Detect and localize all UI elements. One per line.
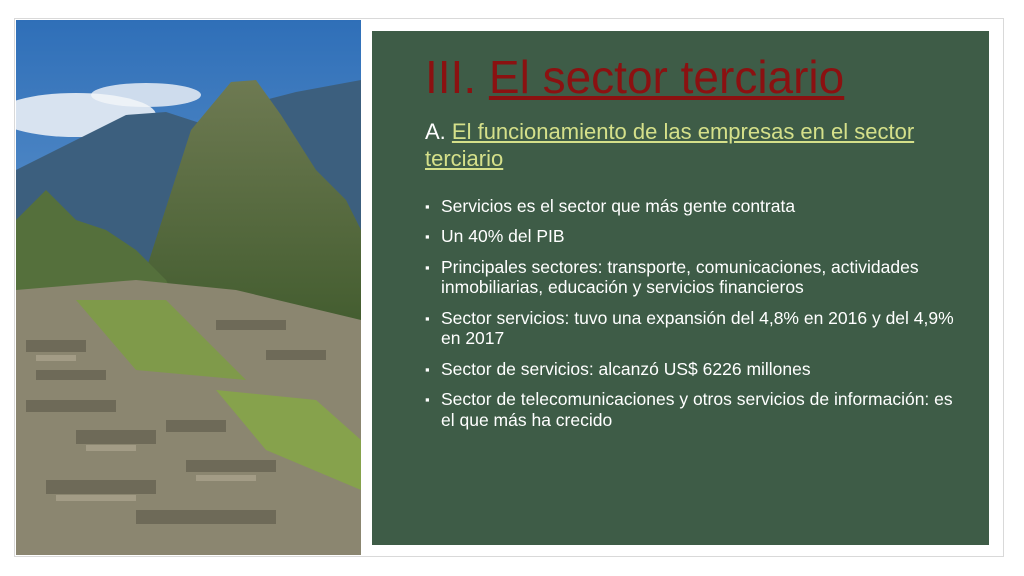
title-prefix: III. [425, 51, 489, 103]
content-panel [372, 31, 989, 545]
slide-subtitle [425, 118, 959, 172]
bullet-text: Sector de telecomunicaciones y otros servicios de información: es el que más ha crecido [441, 389, 953, 430]
bullet-square-icon: ▪ [425, 392, 430, 408]
bullet-item [425, 196, 959, 217]
bullet-square-icon: ▪ [425, 198, 430, 214]
machu-picchu-photo [16, 20, 361, 555]
bullet-text: Sector de servicios: alcanzó US$ 6226 millones [441, 358, 811, 379]
bullet-square-icon: ▪ [425, 229, 430, 245]
bullet-item [425, 226, 959, 247]
bullet-list [425, 196, 959, 431]
subtitle-prefix: A. [425, 118, 452, 144]
bullet-text: Principales sectores: transporte, comunicaciones, actividades inmobiliarias, educación y servicios financieros [441, 256, 919, 298]
slide-title [425, 51, 959, 104]
bullet-square-icon: ▪ [425, 310, 430, 326]
subtitle-link[interactable]: El funcionamiento de las empresas en el sector terciario [425, 118, 915, 171]
bullet-item [425, 308, 959, 349]
bullet-text: Un 40% del PIB [441, 226, 565, 247]
bullet-item [425, 389, 959, 430]
title-main: El sector terciario [488, 51, 845, 103]
bullet-text: Servicios es el sector que más gente contrata [441, 195, 796, 216]
bullet-square-icon: ▪ [425, 259, 430, 275]
bullet-square-icon: ▪ [425, 361, 430, 377]
bullet-text: Sector servicios: tuvo una expansión del 4,8% en 2016 y del 4,9% en 2017 [441, 307, 954, 349]
bullet-item [425, 359, 959, 380]
bullet-item [425, 257, 959, 298]
